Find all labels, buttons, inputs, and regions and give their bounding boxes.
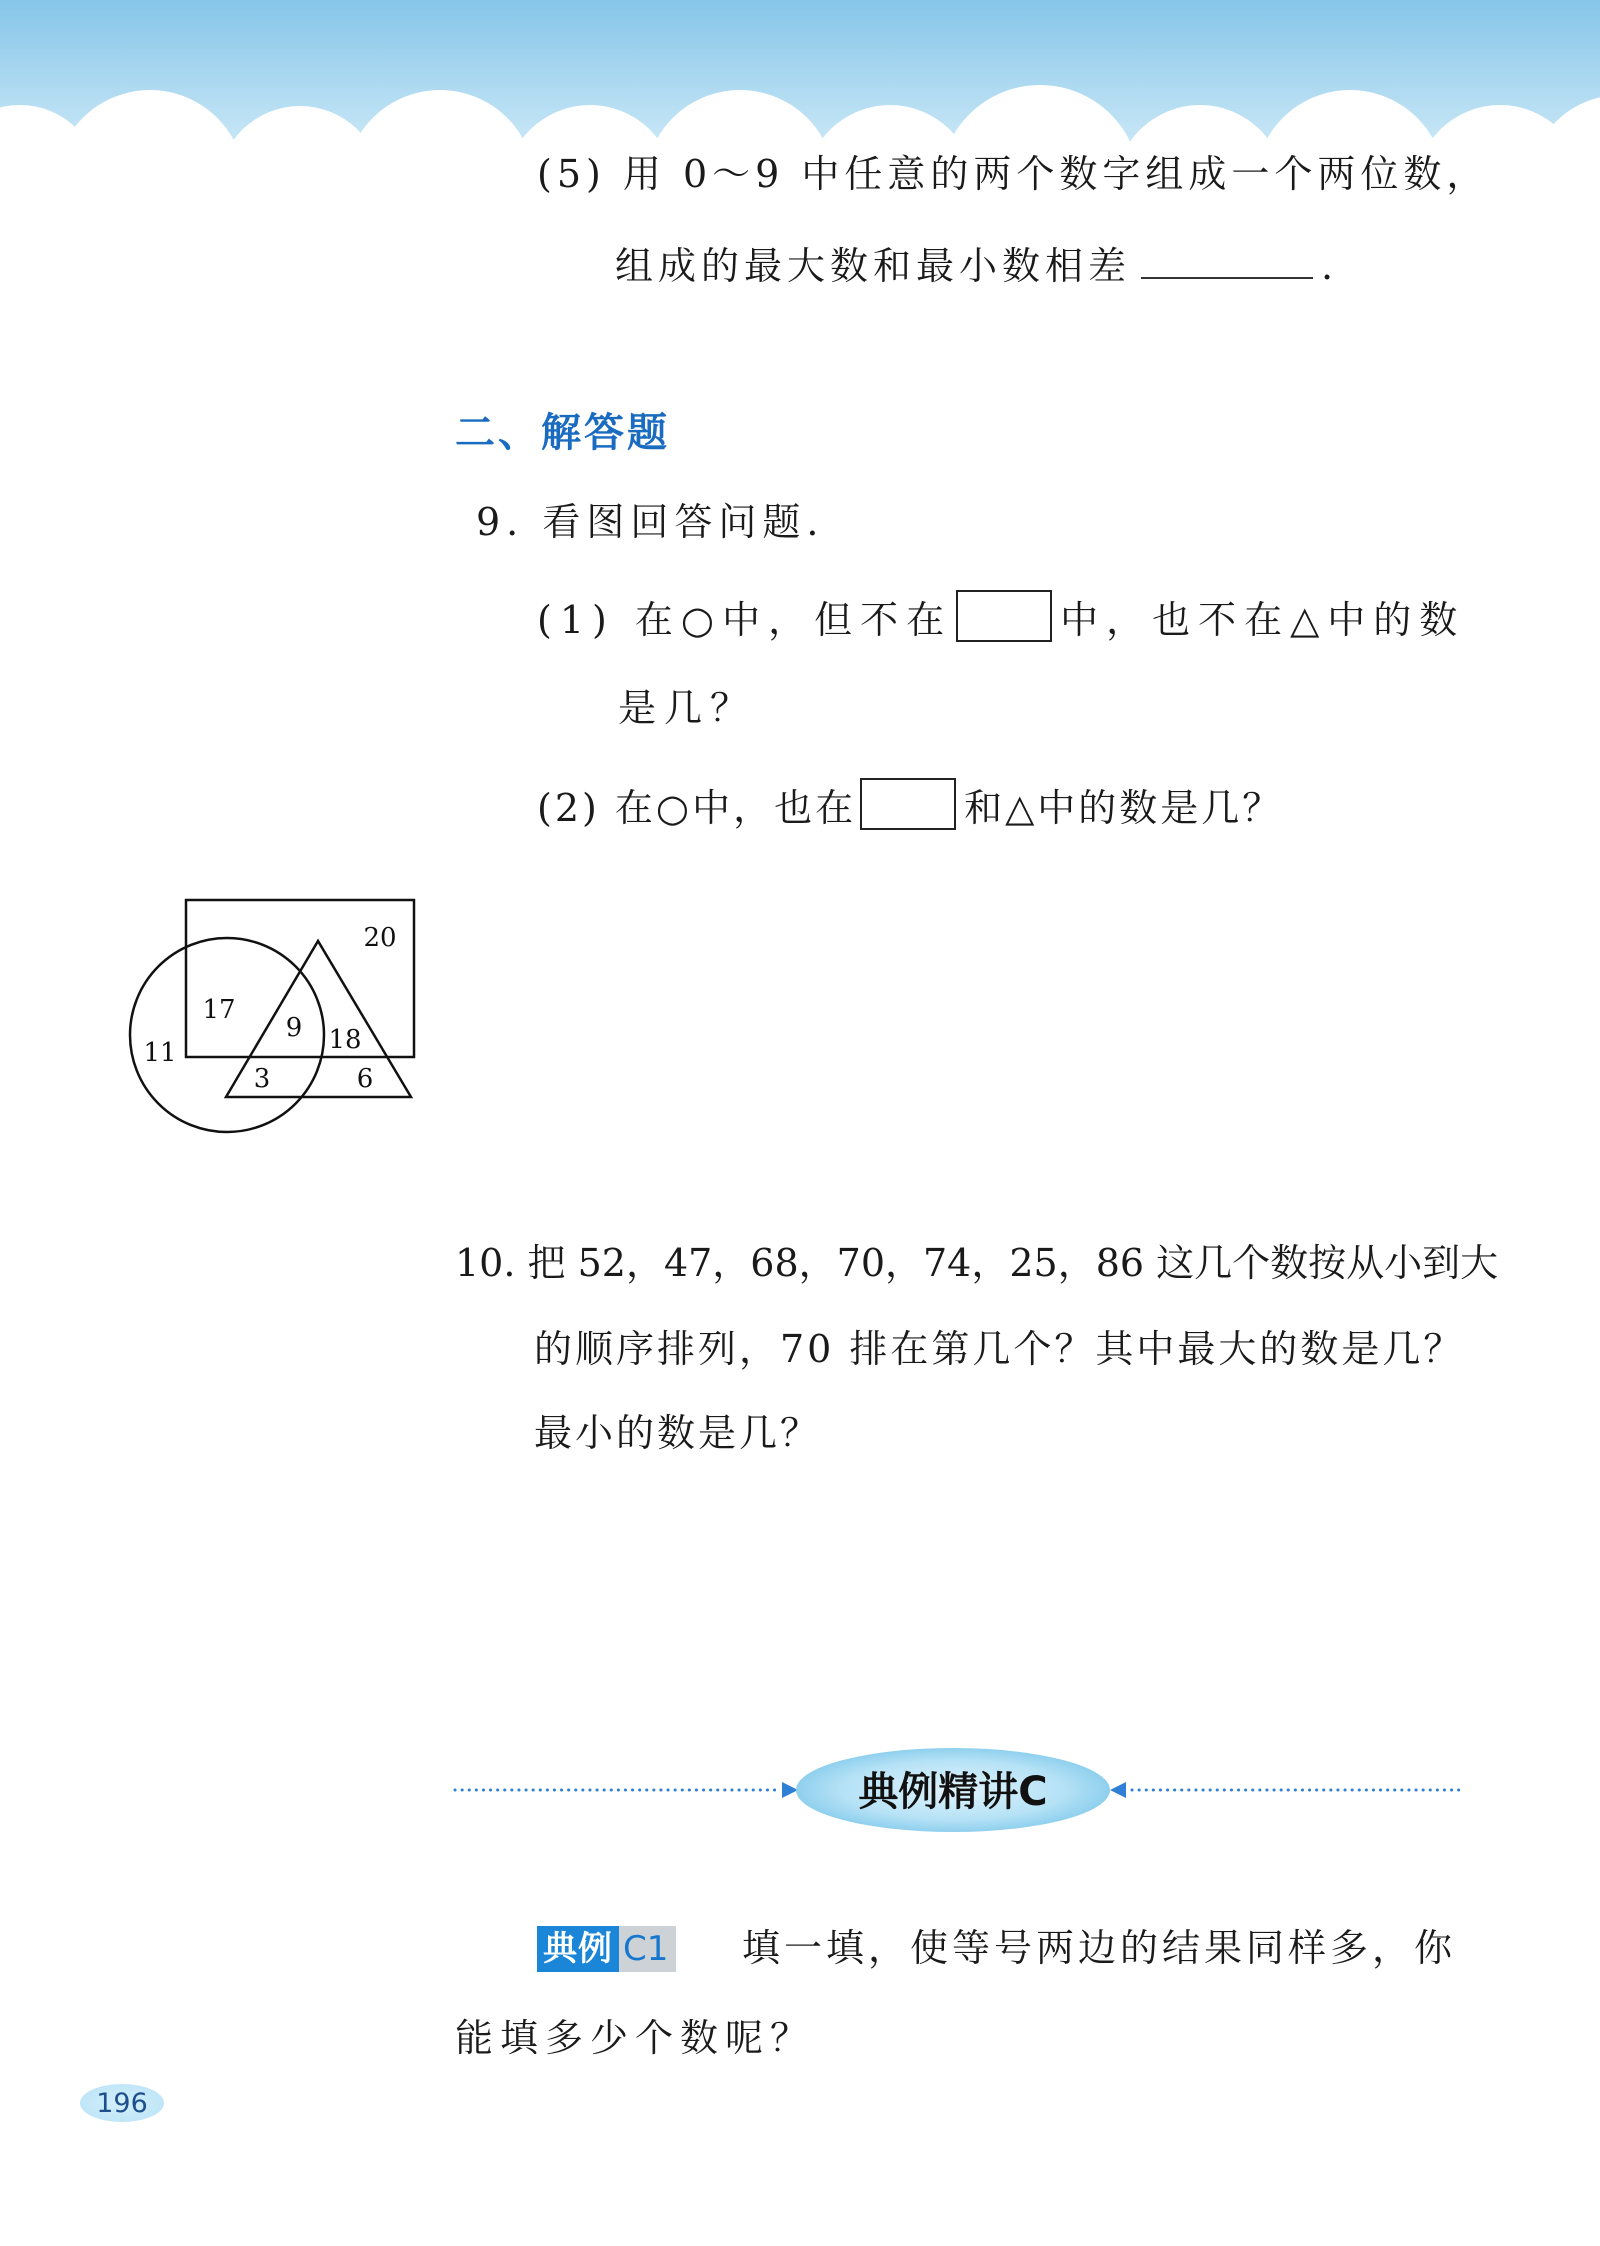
example-tag-code: C1 — [619, 1926, 676, 1972]
section-heading: 二、解答题 — [455, 410, 670, 456]
diagram-number: 3 — [253, 1064, 271, 1094]
example-band — [440, 1740, 1480, 1840]
page-number-text: 196 — [96, 2087, 148, 2119]
q9-part1-text-b: 中，也不在△中的数 — [1060, 597, 1466, 642]
diagram-number: 9 — [285, 1013, 303, 1043]
band-title: 典例精讲C — [858, 1769, 1048, 1815]
answer-blank — [1141, 243, 1313, 279]
q9-part2-text-a: (2) 在○中，也在 — [537, 785, 857, 830]
diagram-number: 6 — [356, 1064, 374, 1094]
q9-part2-line — [537, 778, 1283, 830]
q9-part1-line1 — [537, 590, 1465, 642]
diagram-number: 11 — [143, 1038, 177, 1068]
item5-line1: (5) 用 0～9 中任意的两个数字组成一个两位数， — [537, 152, 1490, 196]
item5-line2-text: 组成的最大数和最小数相差 — [615, 244, 1132, 288]
q10-line3: 最小的数是几？ — [534, 1411, 822, 1455]
example-c1-line2: 能填多少个数呢？ — [455, 2016, 816, 2060]
arrow-right-icon — [782, 1782, 798, 1798]
arrow-left-icon — [1110, 1782, 1126, 1798]
example-tag — [537, 1926, 676, 1972]
page-number — [80, 2084, 164, 2122]
q9-diagram — [120, 880, 440, 1150]
diagram-number: 18 — [328, 1025, 362, 1055]
square-symbol — [860, 778, 956, 830]
q9-part2-text-b: 和△中的数是几？ — [964, 785, 1284, 830]
example-tag-main: 典例 — [537, 1926, 619, 1972]
item5-line2-period: . — [1321, 244, 1339, 288]
q10-line1: 10. 把 52，47，68，70，74，25，86 这几个数按从小到大 — [455, 1241, 1499, 1285]
square-symbol — [956, 590, 1052, 642]
q10-line2: 的顺序排列，70 排在第几个？其中最大的数是几？ — [534, 1327, 1465, 1371]
diagram-number: 20 — [363, 923, 397, 953]
item5-line2 — [615, 243, 1339, 288]
diagram-number: 17 — [202, 995, 236, 1025]
example-c1-line1: 填一填，使等号两边的结果同样多，你 — [742, 1926, 1457, 1970]
q9-part1-line2: 是几？ — [618, 686, 757, 730]
q9-part1-text-a: (1) 在○中，但不在 — [537, 597, 953, 642]
q9-title: 9. 看图回答问题. — [476, 500, 825, 544]
